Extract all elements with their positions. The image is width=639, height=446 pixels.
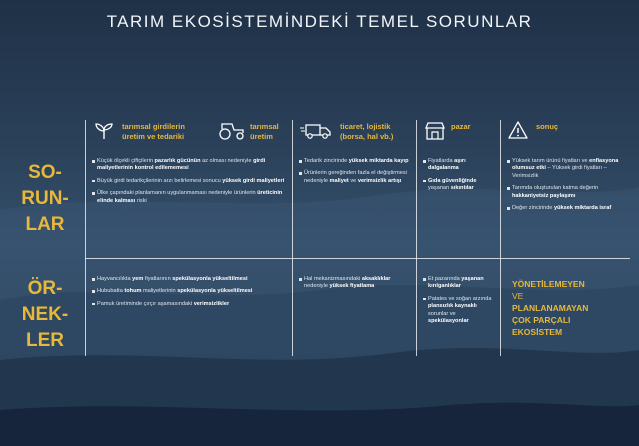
row-label-examples: ÖR- NEK- LER (21, 278, 69, 351)
list-item: Büyük girdi tedarikçilerinin arzı belirlemesi sonucu yüksek girdi maliyetleri (92, 178, 285, 185)
divider-vertical (416, 120, 417, 356)
divider-vertical (292, 120, 293, 356)
list-item: Fiyatlarda aşırı dalgalanma (423, 158, 495, 173)
page-title: TARIM EKOSİSTEMİNDEKİ TEMEL SORUNLAR (106, 12, 533, 31)
warning-icon (507, 120, 529, 140)
problems-trade-cell (299, 158, 411, 190)
column-header-inputs: tarımsal girdilerin üretim ve tedariki (122, 122, 185, 141)
list-item: Gıda güvenliğinde yaşanan sıkıntılar (423, 178, 495, 193)
store-icon (424, 122, 446, 140)
row-label-problems: SO- RUN- LAR (21, 162, 69, 235)
divider-horizontal (85, 258, 630, 259)
truck-icon (300, 122, 332, 140)
column-header-trade: ticaret, lojistik (borsa, hal vb.) (340, 122, 394, 141)
list-item: Hububatta tohum maliyetlerinin spekülasyonla yükseltilmesi (92, 288, 285, 295)
list-item: Patates ve soğan arzında plansızlık kaynaklı sorunlar ve spekülasyonlar (423, 296, 495, 326)
divider-vertical (85, 120, 86, 356)
list-item: Küçük ölçekli çiftçilerin pazarlık gücünün az olması nedeniyle girdi maliyetlerinin kontrol edilememesi (92, 158, 285, 173)
list-item: Yüksek tarım ürünü fiyatları ve enflasyona olumsuz etki – Yüksek girdi fiyatları – Verimsizlik (507, 158, 627, 180)
list-item: Ülke çapındaki planlamanın uygulanmaması nedeniyle ürünlerin üreticinin elinde kalması riski (92, 190, 285, 205)
list-item: Ürünlerin gereğinden fazla el değiştirmesi nedeniyle maliyet ve verimsizlik artışı (299, 170, 411, 185)
problems-result-cell (507, 158, 627, 217)
examples-market-cell (423, 276, 495, 330)
problems-inputs-cell (92, 158, 285, 210)
list-item: Pamuk üretiminde çırçır aşamasındaki verimsizlikler (92, 301, 285, 308)
examples-inputs-cell (92, 276, 285, 313)
tractor-icon (218, 122, 246, 140)
sprout-icon (92, 122, 116, 140)
column-header-production: tarımsal üretim (250, 122, 279, 141)
list-item: Hayvancılıkta yem fiyatlarının spekülasyonla yükseltilmesi (92, 276, 285, 283)
column-header-result: sonuç (536, 122, 559, 131)
list-item: Tarımda oluşturulan katma değerin hakkaniyetsiz paylaşımı (507, 185, 627, 200)
list-item: Et pazarında yaşanan kırılganlıklar (423, 276, 495, 291)
list-item: Hal mekanizmasındaki aksaklıklar nedeniyle yüksek fiyatlama (299, 276, 411, 291)
divider-vertical (500, 120, 501, 356)
list-item: Tedarik zincirinde yüksek miktarda kayıp (299, 158, 411, 165)
conclusion-slogan: YÖNETİLEMEYEN VE PLANLANAMAYAN ÇOK PARÇALI EKOSİSTEM (512, 279, 589, 337)
problems-market-cell (423, 158, 495, 198)
column-header-market: pazar (451, 122, 471, 131)
examples-trade-cell (299, 276, 411, 296)
list-item: Değer zincirinde yüksek miktarda israf (507, 205, 627, 212)
